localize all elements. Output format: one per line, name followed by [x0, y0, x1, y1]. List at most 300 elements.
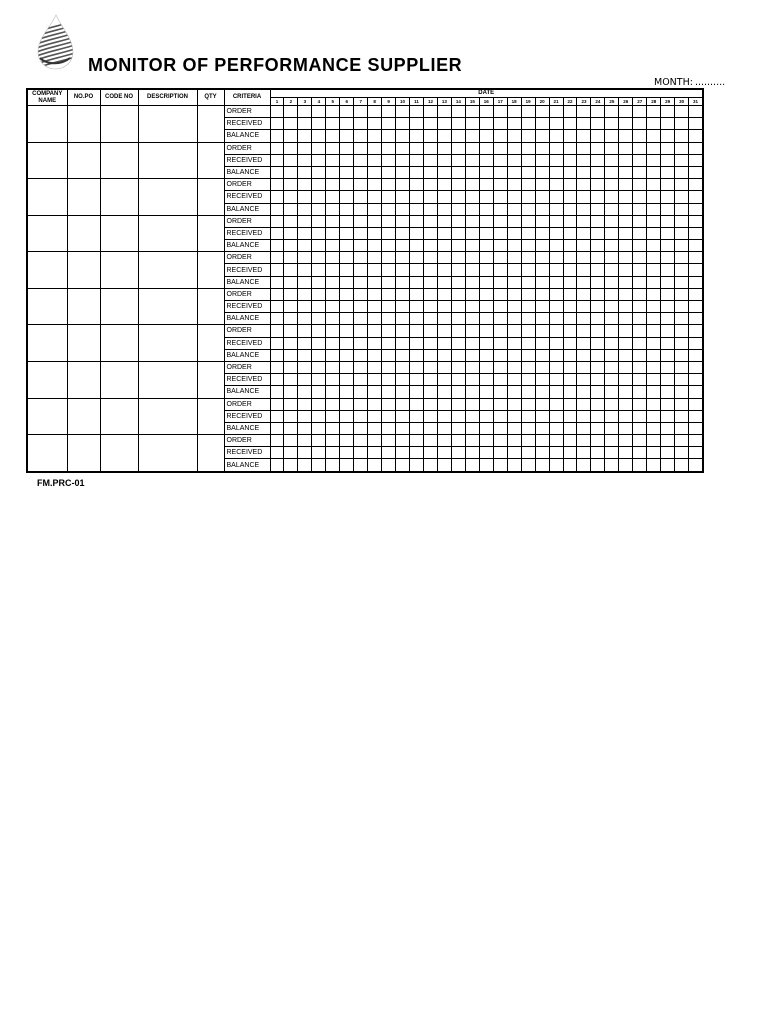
day-cell[interactable]: [437, 459, 451, 472]
day-cell[interactable]: [284, 118, 298, 130]
day-cell[interactable]: [521, 191, 535, 203]
day-cell[interactable]: [410, 398, 424, 410]
day-cell[interactable]: [382, 374, 396, 386]
day-cell[interactable]: [423, 203, 437, 215]
day-cell[interactable]: [605, 240, 619, 252]
day-cell[interactable]: [326, 410, 340, 422]
day-cell[interactable]: [479, 337, 493, 349]
day-cell[interactable]: [326, 459, 340, 472]
day-cell[interactable]: [368, 203, 382, 215]
day-cell[interactable]: [340, 130, 354, 142]
day-cell[interactable]: [563, 288, 577, 300]
day-cell[interactable]: [437, 227, 451, 239]
day-cell[interactable]: [368, 447, 382, 459]
day-cell[interactable]: [493, 422, 507, 434]
description-cell[interactable]: [138, 252, 197, 289]
day-cell[interactable]: [591, 459, 605, 472]
day-cell[interactable]: [298, 264, 312, 276]
day-cell[interactable]: [661, 459, 675, 472]
day-cell[interactable]: [521, 276, 535, 288]
day-cell[interactable]: [521, 264, 535, 276]
no-po-cell[interactable]: [67, 106, 100, 143]
no-po-cell[interactable]: [67, 252, 100, 289]
day-cell[interactable]: [549, 118, 563, 130]
day-cell[interactable]: [507, 313, 521, 325]
day-cell[interactable]: [382, 386, 396, 398]
day-cell[interactable]: [521, 166, 535, 178]
day-cell[interactable]: [340, 374, 354, 386]
day-cell[interactable]: [619, 142, 633, 154]
day-cell[interactable]: [354, 361, 368, 373]
day-cell[interactable]: [284, 398, 298, 410]
day-cell[interactable]: [312, 154, 326, 166]
day-cell[interactable]: [354, 422, 368, 434]
day-cell[interactable]: [326, 435, 340, 447]
day-cell[interactable]: [605, 337, 619, 349]
day-cell[interactable]: [423, 361, 437, 373]
code-no-cell[interactable]: [100, 252, 138, 289]
day-cell[interactable]: [479, 447, 493, 459]
day-cell[interactable]: [647, 459, 661, 472]
day-cell[interactable]: [410, 435, 424, 447]
day-cell[interactable]: [270, 203, 284, 215]
day-cell[interactable]: [591, 106, 605, 118]
day-cell[interactable]: [549, 398, 563, 410]
day-cell[interactable]: [396, 154, 410, 166]
day-cell[interactable]: [507, 203, 521, 215]
day-cell[interactable]: [312, 215, 326, 227]
day-cell[interactable]: [591, 240, 605, 252]
day-cell[interactable]: [563, 118, 577, 130]
day-cell[interactable]: [647, 154, 661, 166]
day-cell[interactable]: [382, 398, 396, 410]
day-cell[interactable]: [298, 179, 312, 191]
qty-cell[interactable]: [197, 106, 224, 143]
day-cell[interactable]: [284, 301, 298, 313]
day-cell[interactable]: [298, 166, 312, 178]
day-cell[interactable]: [507, 361, 521, 373]
day-cell[interactable]: [354, 154, 368, 166]
day-cell[interactable]: [535, 410, 549, 422]
day-cell[interactable]: [479, 325, 493, 337]
day-cell[interactable]: [410, 106, 424, 118]
day-cell[interactable]: [298, 435, 312, 447]
day-cell[interactable]: [605, 447, 619, 459]
day-cell[interactable]: [284, 179, 298, 191]
day-cell[interactable]: [521, 179, 535, 191]
day-cell[interactable]: [382, 459, 396, 472]
day-cell[interactable]: [423, 154, 437, 166]
day-cell[interactable]: [689, 459, 703, 472]
day-cell[interactable]: [647, 227, 661, 239]
day-cell[interactable]: [619, 227, 633, 239]
no-po-cell[interactable]: [67, 435, 100, 472]
day-cell[interactable]: [549, 191, 563, 203]
day-cell[interactable]: [493, 191, 507, 203]
day-cell[interactable]: [633, 106, 647, 118]
day-cell[interactable]: [591, 386, 605, 398]
day-cell[interactable]: [521, 154, 535, 166]
day-cell[interactable]: [312, 435, 326, 447]
day-cell[interactable]: [423, 227, 437, 239]
day-cell[interactable]: [298, 276, 312, 288]
day-cell[interactable]: [493, 337, 507, 349]
day-cell[interactable]: [312, 191, 326, 203]
day-cell[interactable]: [535, 276, 549, 288]
day-cell[interactable]: [382, 179, 396, 191]
day-cell[interactable]: [410, 264, 424, 276]
day-cell[interactable]: [284, 422, 298, 434]
day-cell[interactable]: [312, 337, 326, 349]
day-cell[interactable]: [368, 410, 382, 422]
day-cell[interactable]: [354, 386, 368, 398]
description-cell[interactable]: [138, 325, 197, 362]
day-cell[interactable]: [577, 240, 591, 252]
day-cell[interactable]: [312, 276, 326, 288]
day-cell[interactable]: [549, 386, 563, 398]
day-cell[interactable]: [605, 288, 619, 300]
day-cell[interactable]: [437, 301, 451, 313]
day-cell[interactable]: [689, 398, 703, 410]
day-cell[interactable]: [521, 118, 535, 130]
day-cell[interactable]: [605, 361, 619, 373]
day-cell[interactable]: [270, 252, 284, 264]
day-cell[interactable]: [396, 203, 410, 215]
day-cell[interactable]: [661, 264, 675, 276]
day-cell[interactable]: [633, 410, 647, 422]
day-cell[interactable]: [479, 276, 493, 288]
day-cell[interactable]: [396, 337, 410, 349]
day-cell[interactable]: [647, 386, 661, 398]
day-cell[interactable]: [675, 276, 689, 288]
day-cell[interactable]: [633, 240, 647, 252]
day-cell[interactable]: [647, 203, 661, 215]
day-cell[interactable]: [577, 166, 591, 178]
day-cell[interactable]: [270, 130, 284, 142]
day-cell[interactable]: [396, 447, 410, 459]
day-cell[interactable]: [465, 252, 479, 264]
day-cell[interactable]: [354, 130, 368, 142]
day-cell[interactable]: [270, 325, 284, 337]
day-cell[interactable]: [451, 313, 465, 325]
day-cell[interactable]: [619, 191, 633, 203]
description-cell[interactable]: [138, 179, 197, 216]
day-cell[interactable]: [605, 374, 619, 386]
day-cell[interactable]: [396, 398, 410, 410]
day-cell[interactable]: [689, 410, 703, 422]
day-cell[interactable]: [396, 459, 410, 472]
day-cell[interactable]: [465, 447, 479, 459]
day-cell[interactable]: [410, 386, 424, 398]
day-cell[interactable]: [451, 288, 465, 300]
day-cell[interactable]: [410, 276, 424, 288]
day-cell[interactable]: [549, 313, 563, 325]
day-cell[interactable]: [577, 288, 591, 300]
day-cell[interactable]: [326, 301, 340, 313]
day-cell[interactable]: [675, 240, 689, 252]
day-cell[interactable]: [633, 374, 647, 386]
day-cell[interactable]: [535, 349, 549, 361]
day-cell[interactable]: [605, 227, 619, 239]
day-cell[interactable]: [423, 191, 437, 203]
day-cell[interactable]: [451, 435, 465, 447]
day-cell[interactable]: [591, 227, 605, 239]
day-cell[interactable]: [507, 106, 521, 118]
day-cell[interactable]: [647, 313, 661, 325]
day-cell[interactable]: [619, 410, 633, 422]
day-cell[interactable]: [354, 166, 368, 178]
day-cell[interactable]: [577, 349, 591, 361]
day-cell[interactable]: [577, 106, 591, 118]
day-cell[interactable]: [493, 240, 507, 252]
day-cell[interactable]: [647, 252, 661, 264]
day-cell[interactable]: [396, 166, 410, 178]
day-cell[interactable]: [535, 118, 549, 130]
day-cell[interactable]: [340, 154, 354, 166]
day-cell[interactable]: [619, 276, 633, 288]
day-cell[interactable]: [647, 130, 661, 142]
day-cell[interactable]: [563, 252, 577, 264]
day-cell[interactable]: [396, 227, 410, 239]
day-cell[interactable]: [368, 301, 382, 313]
day-cell[interactable]: [619, 215, 633, 227]
day-cell[interactable]: [661, 252, 675, 264]
day-cell[interactable]: [591, 191, 605, 203]
day-cell[interactable]: [368, 154, 382, 166]
day-cell[interactable]: [423, 179, 437, 191]
day-cell[interactable]: [354, 459, 368, 472]
month-value[interactable]: ..........: [694, 77, 726, 88]
day-cell[interactable]: [563, 447, 577, 459]
day-cell[interactable]: [605, 252, 619, 264]
day-cell[interactable]: [382, 313, 396, 325]
day-cell[interactable]: [340, 447, 354, 459]
day-cell[interactable]: [493, 154, 507, 166]
day-cell[interactable]: [661, 179, 675, 191]
day-cell[interactable]: [535, 240, 549, 252]
no-po-cell[interactable]: [67, 288, 100, 325]
day-cell[interactable]: [675, 301, 689, 313]
day-cell[interactable]: [535, 447, 549, 459]
day-cell[interactable]: [675, 154, 689, 166]
day-cell[interactable]: [689, 301, 703, 313]
day-cell[interactable]: [423, 349, 437, 361]
day-cell[interactable]: [675, 325, 689, 337]
day-cell[interactable]: [298, 386, 312, 398]
day-cell[interactable]: [382, 410, 396, 422]
day-cell[interactable]: [563, 106, 577, 118]
day-cell[interactable]: [326, 154, 340, 166]
day-cell[interactable]: [577, 142, 591, 154]
day-cell[interactable]: [368, 166, 382, 178]
day-cell[interactable]: [340, 459, 354, 472]
day-cell[interactable]: [619, 179, 633, 191]
day-cell[interactable]: [354, 142, 368, 154]
day-cell[interactable]: [396, 276, 410, 288]
day-cell[interactable]: [465, 154, 479, 166]
day-cell[interactable]: [577, 301, 591, 313]
day-cell[interactable]: [619, 361, 633, 373]
day-cell[interactable]: [661, 361, 675, 373]
day-cell[interactable]: [647, 361, 661, 373]
day-cell[interactable]: [591, 142, 605, 154]
day-cell[interactable]: [270, 154, 284, 166]
day-cell[interactable]: [423, 130, 437, 142]
day-cell[interactable]: [563, 374, 577, 386]
code-no-cell[interactable]: [100, 106, 138, 143]
day-cell[interactable]: [577, 264, 591, 276]
day-cell[interactable]: [437, 264, 451, 276]
day-cell[interactable]: [270, 398, 284, 410]
day-cell[interactable]: [298, 361, 312, 373]
day-cell[interactable]: [661, 154, 675, 166]
day-cell[interactable]: [479, 191, 493, 203]
day-cell[interactable]: [661, 288, 675, 300]
day-cell[interactable]: [521, 349, 535, 361]
day-cell[interactable]: [563, 166, 577, 178]
day-cell[interactable]: [661, 227, 675, 239]
day-cell[interactable]: [423, 118, 437, 130]
day-cell[interactable]: [521, 252, 535, 264]
day-cell[interactable]: [605, 179, 619, 191]
day-cell[interactable]: [270, 361, 284, 373]
day-cell[interactable]: [368, 361, 382, 373]
day-cell[interactable]: [549, 179, 563, 191]
day-cell[interactable]: [423, 398, 437, 410]
day-cell[interactable]: [423, 215, 437, 227]
day-cell[interactable]: [493, 215, 507, 227]
day-cell[interactable]: [605, 349, 619, 361]
day-cell[interactable]: [298, 203, 312, 215]
day-cell[interactable]: [549, 106, 563, 118]
day-cell[interactable]: [423, 325, 437, 337]
day-cell[interactable]: [396, 410, 410, 422]
day-cell[interactable]: [382, 130, 396, 142]
day-cell[interactable]: [312, 325, 326, 337]
day-cell[interactable]: [605, 301, 619, 313]
day-cell[interactable]: [633, 386, 647, 398]
day-cell[interactable]: [368, 179, 382, 191]
day-cell[interactable]: [312, 288, 326, 300]
day-cell[interactable]: [396, 130, 410, 142]
day-cell[interactable]: [354, 301, 368, 313]
day-cell[interactable]: [689, 227, 703, 239]
day-cell[interactable]: [605, 166, 619, 178]
day-cell[interactable]: [368, 130, 382, 142]
day-cell[interactable]: [689, 166, 703, 178]
day-cell[interactable]: [396, 288, 410, 300]
day-cell[interactable]: [410, 215, 424, 227]
day-cell[interactable]: [270, 447, 284, 459]
day-cell[interactable]: [577, 325, 591, 337]
day-cell[interactable]: [591, 166, 605, 178]
day-cell[interactable]: [298, 252, 312, 264]
day-cell[interactable]: [675, 422, 689, 434]
day-cell[interactable]: [577, 459, 591, 472]
day-cell[interactable]: [507, 179, 521, 191]
day-cell[interactable]: [437, 361, 451, 373]
day-cell[interactable]: [563, 142, 577, 154]
day-cell[interactable]: [647, 337, 661, 349]
company-name-cell[interactable]: [27, 361, 67, 398]
day-cell[interactable]: [479, 301, 493, 313]
day-cell[interactable]: [535, 361, 549, 373]
day-cell[interactable]: [521, 435, 535, 447]
code-no-cell[interactable]: [100, 398, 138, 435]
day-cell[interactable]: [437, 398, 451, 410]
day-cell[interactable]: [479, 179, 493, 191]
day-cell[interactable]: [340, 422, 354, 434]
day-cell[interactable]: [312, 361, 326, 373]
day-cell[interactable]: [549, 301, 563, 313]
day-cell[interactable]: [675, 215, 689, 227]
day-cell[interactable]: [493, 203, 507, 215]
day-cell[interactable]: [577, 313, 591, 325]
day-cell[interactable]: [689, 313, 703, 325]
day-cell[interactable]: [437, 106, 451, 118]
day-cell[interactable]: [354, 215, 368, 227]
day-cell[interactable]: [675, 130, 689, 142]
day-cell[interactable]: [591, 374, 605, 386]
day-cell[interactable]: [326, 313, 340, 325]
day-cell[interactable]: [340, 337, 354, 349]
day-cell[interactable]: [368, 422, 382, 434]
day-cell[interactable]: [507, 227, 521, 239]
day-cell[interactable]: [591, 361, 605, 373]
day-cell[interactable]: [270, 301, 284, 313]
day-cell[interactable]: [689, 447, 703, 459]
day-cell[interactable]: [423, 301, 437, 313]
day-cell[interactable]: [340, 240, 354, 252]
day-cell[interactable]: [410, 410, 424, 422]
description-cell[interactable]: [138, 361, 197, 398]
day-cell[interactable]: [619, 398, 633, 410]
day-cell[interactable]: [549, 337, 563, 349]
day-cell[interactable]: [270, 118, 284, 130]
day-cell[interactable]: [451, 215, 465, 227]
day-cell[interactable]: [591, 337, 605, 349]
day-cell[interactable]: [354, 337, 368, 349]
day-cell[interactable]: [451, 422, 465, 434]
day-cell[interactable]: [493, 313, 507, 325]
day-cell[interactable]: [368, 398, 382, 410]
day-cell[interactable]: [563, 325, 577, 337]
day-cell[interactable]: [619, 386, 633, 398]
day-cell[interactable]: [298, 106, 312, 118]
company-name-cell[interactable]: [27, 142, 67, 179]
day-cell[interactable]: [661, 166, 675, 178]
day-cell[interactable]: [507, 386, 521, 398]
day-cell[interactable]: [493, 386, 507, 398]
day-cell[interactable]: [396, 191, 410, 203]
day-cell[interactable]: [382, 447, 396, 459]
day-cell[interactable]: [423, 459, 437, 472]
day-cell[interactable]: [312, 179, 326, 191]
day-cell[interactable]: [507, 459, 521, 472]
day-cell[interactable]: [298, 398, 312, 410]
day-cell[interactable]: [410, 179, 424, 191]
day-cell[interactable]: [284, 215, 298, 227]
day-cell[interactable]: [633, 398, 647, 410]
day-cell[interactable]: [619, 118, 633, 130]
no-po-cell[interactable]: [67, 215, 100, 252]
day-cell[interactable]: [396, 142, 410, 154]
day-cell[interactable]: [563, 130, 577, 142]
day-cell[interactable]: [675, 227, 689, 239]
day-cell[interactable]: [689, 142, 703, 154]
day-cell[interactable]: [661, 118, 675, 130]
day-cell[interactable]: [326, 166, 340, 178]
